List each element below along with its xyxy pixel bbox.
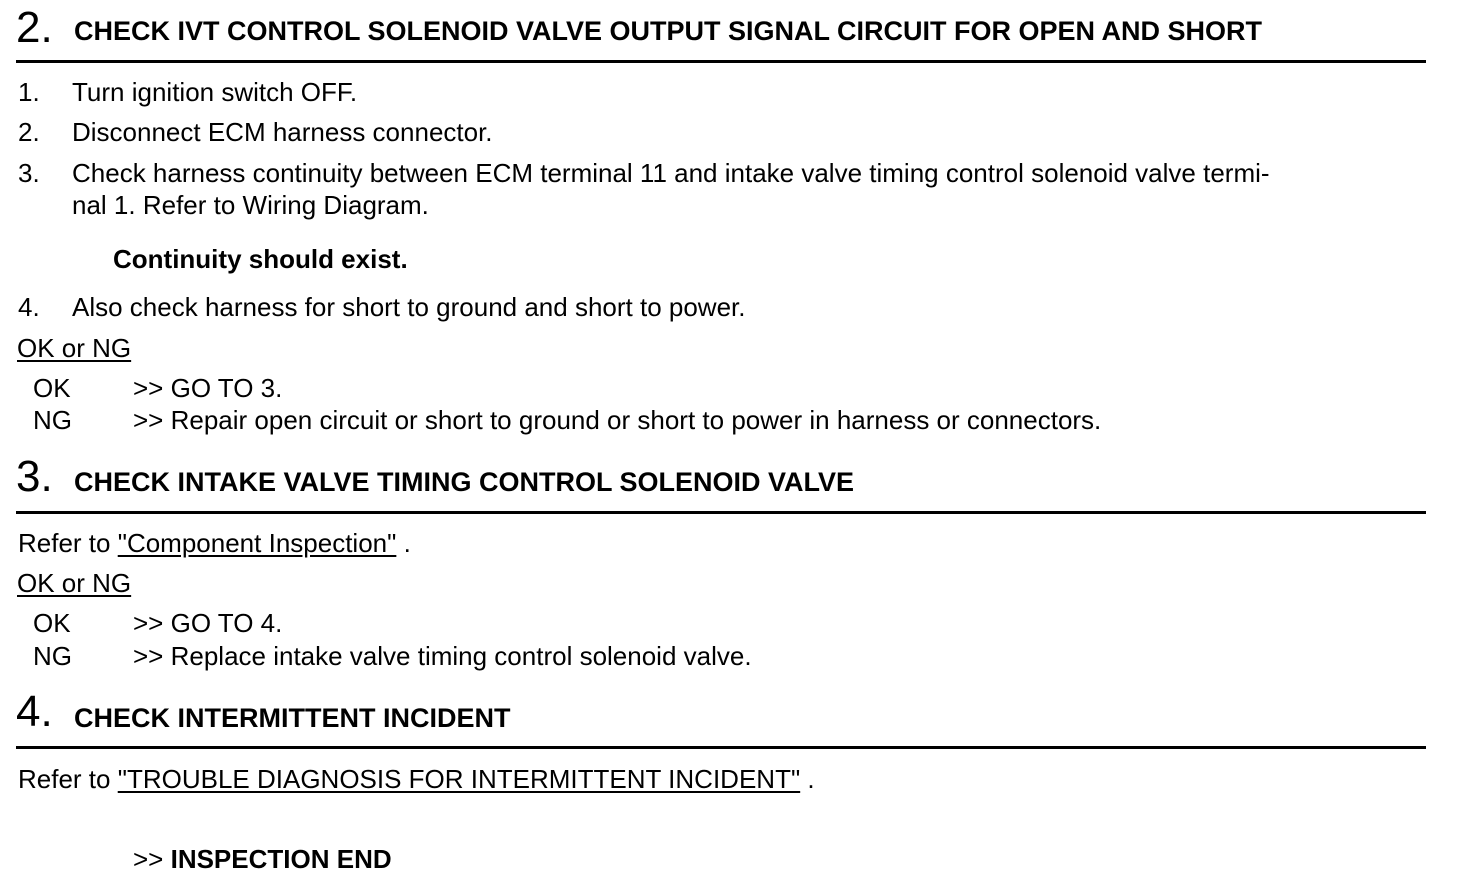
- step-3-ng-label: NG: [33, 641, 72, 671]
- step-3-ng-action: >> Replace intake valve timing control solenoid valve.: [133, 641, 752, 671]
- step-2-item-3-text-continued: nal 1. Refer to Wiring Diagram.: [72, 190, 429, 220]
- step-2-title: CHECK IVT CONTROL SOLENOID VALVE OUTPUT SIGNAL CIRCUIT FOR OPEN AND SHORT: [74, 16, 1263, 46]
- step-2-ok-label: OK: [33, 373, 71, 403]
- step-2-item-1-number: 1.: [18, 77, 40, 107]
- step-3-ok-action: >> GO TO 4.: [133, 608, 283, 638]
- step-3-ok-or-ng-heading: OK or NG: [17, 568, 132, 598]
- step-2-item-3-number: 3.: [18, 158, 40, 188]
- step-3-refer-line: [18, 528, 411, 558]
- step-2-divider: [16, 60, 1426, 63]
- step-3-title: CHECK INTAKE VALVE TIMING CONTROL SOLENOID VALVE: [74, 467, 855, 497]
- step-4-refer-prefix: Refer to: [18, 764, 118, 794]
- step-2-number: 2.: [16, 3, 53, 52]
- step-2-item-4-number: 4.: [18, 292, 40, 322]
- component-inspection-link[interactable]: "Component Inspection": [117, 528, 397, 558]
- step-2-item-1-text: Turn ignition switch OFF.: [72, 77, 358, 107]
- inspection-end-label: INSPECTION END: [170, 844, 392, 874]
- step-2-ok-action: >> GO TO 3.: [133, 373, 283, 403]
- inspection-end-line: [133, 844, 392, 874]
- inspection-end-prefix: >>: [133, 844, 171, 874]
- step-2-item-2-text: Disconnect ECM harness connector.: [72, 117, 493, 147]
- step-3-ok-label: OK: [33, 608, 71, 638]
- step-3-number: 3.: [16, 452, 53, 501]
- step-2-item-2-number: 2.: [18, 117, 40, 147]
- step-2-ng-label: NG: [33, 405, 72, 435]
- step-2-continuity-note: Continuity should exist.: [113, 244, 408, 274]
- step-4-refer-line: [18, 764, 815, 794]
- step-2-ok-or-ng-heading: OK or NG: [17, 333, 132, 363]
- step-4-title: CHECK INTERMITTENT INCIDENT: [74, 703, 511, 733]
- step-4-number: 4.: [16, 687, 53, 736]
- step-3-refer-suffix: .: [396, 528, 411, 558]
- trouble-diagnosis-intermittent-link[interactable]: "TROUBLE DIAGNOSIS FOR INTERMITTENT INCIDENT": [117, 764, 801, 794]
- step-4-refer-suffix: .: [800, 764, 815, 794]
- step-4-divider: [16, 746, 1426, 749]
- step-2-item-3-text: Check harness continuity between ECM terminal 11 and intake valve timing control solenoid valve termi-: [72, 158, 1270, 188]
- step-3-refer-prefix: Refer to: [18, 528, 118, 558]
- step-2-ng-action: >> Repair open circuit or short to ground or short to power in harness or connectors.: [133, 405, 1102, 435]
- step-2-item-4-text: Also check harness for short to ground and short to power.: [72, 292, 746, 322]
- step-3-divider: [16, 511, 1426, 514]
